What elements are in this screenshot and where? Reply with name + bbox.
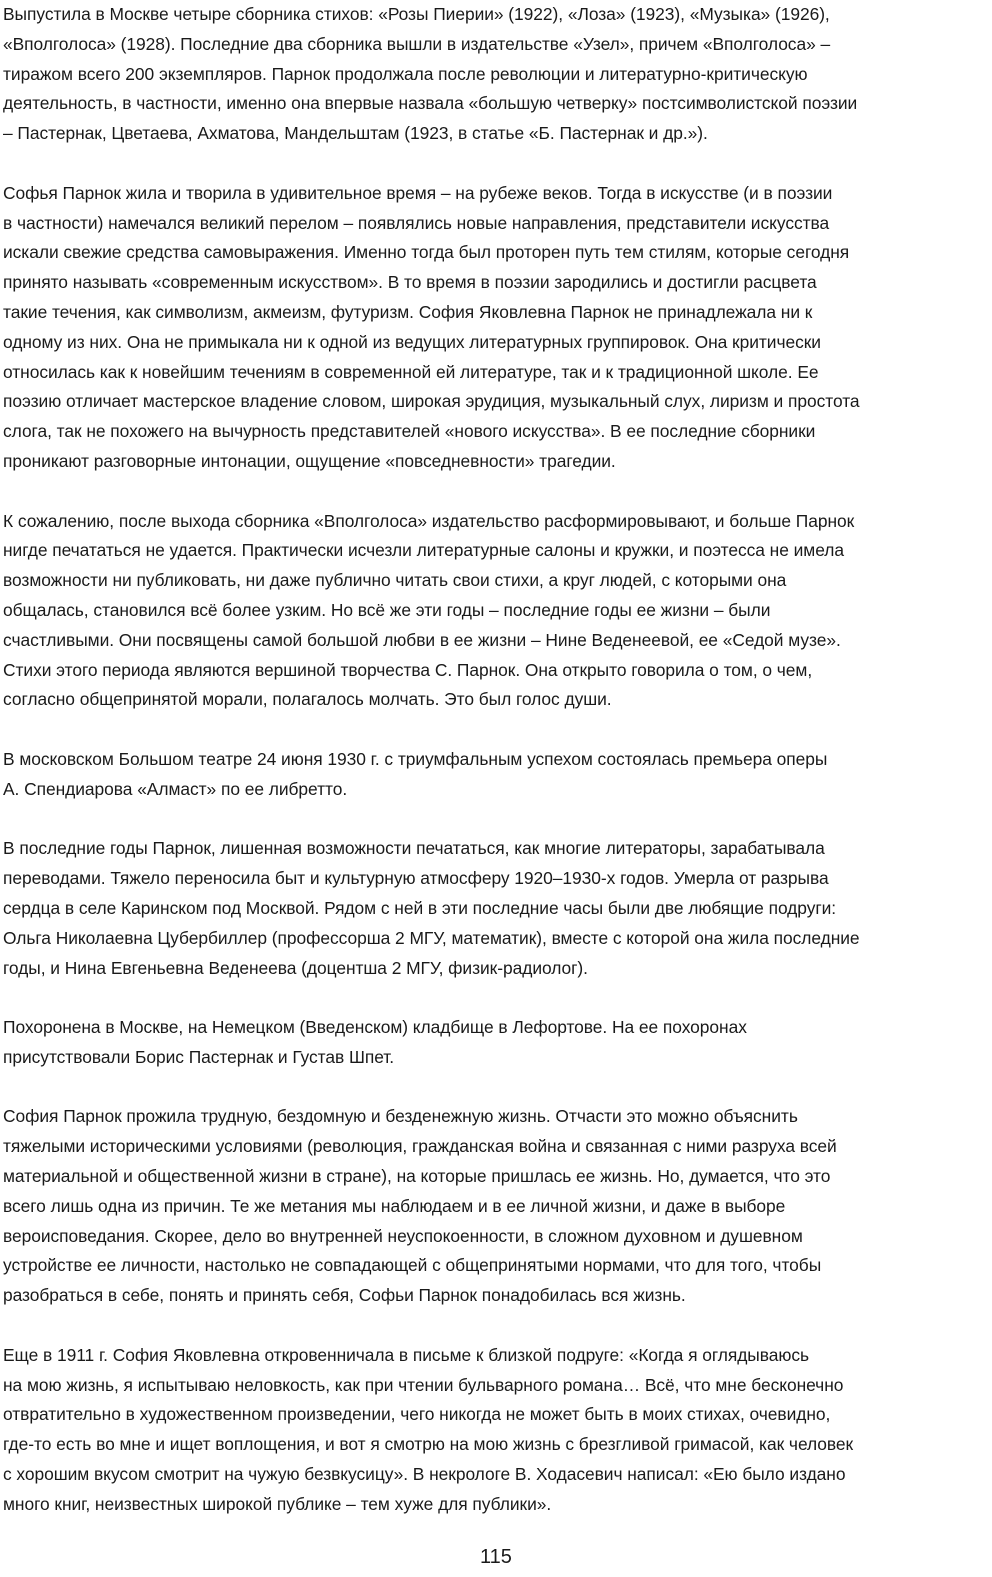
text-line: слога, так не похожего на вычурность представителей «нового искусства». В ее последние сборники — [3, 421, 816, 442]
text-line: В московском Большом театре 24 июня 1930 г. с триумфальным успехом состоялась премьера оперы — [3, 748, 828, 769]
text-line: вероисповедания. Скорее, дело во внутренней неуспокоенности, в сложном духовном и душевном — [3, 1225, 803, 1246]
text-line: общалась, становился всё более узким. Но всё же эти годы – последние годы ее жизни – были — [3, 599, 771, 620]
text-line: на мою жизнь, я испытываю неловкость, как при чтении бульварного романа… Всё, что мне бесконечно — [3, 1374, 844, 1395]
paragraph-collections — [3, 0, 987, 149]
text-line: поэзию отличает мастерское владение словом, широкая эрудиция, музыкальный слух, лиризм и простота — [3, 391, 860, 412]
text-line: А. Спендиарова «Алмаст» по ее либретто. — [3, 778, 348, 799]
text-line: тяжелыми историческими условиями (революция, гражданская война и связанная с ними разруха всей — [3, 1136, 837, 1157]
text-line: искали свежие средства самовыражения. Именно тогда был проторен путь тем стилям, которые сегодня — [3, 242, 850, 263]
text-line: переводами. Тяжело переносила быт и культурную атмосферу 1920–1930-х годов. Умерла от разрыва — [3, 868, 829, 889]
text-line: деятельность, в частности, именно она впервые назвала «большую четверку» постсимволистской поэзии — [3, 93, 858, 114]
text-line: всего лишь одна из причин. Те же метания мы наблюдаем и в ее личной жизни, и даже в выборе — [3, 1195, 786, 1216]
text-line: относилась как к новейшим течениям в современной ей литературе, так и к традиционной школе. Ее — [3, 361, 819, 382]
text-line: сердца в селе Каринском под Москвой. Рядом с ней в эти последние часы были две любящие подруги: — [3, 897, 837, 918]
text-line: В последние годы Парнок, лишенная возможности печататься, как многие литераторы, зарабатывала — [3, 838, 825, 859]
text-line: – Пастернак, Цветаева, Ахматова, Мандельштам (1923, в статье «Б. Пастернак и др.»). — [3, 123, 708, 144]
paragraph-gap — [3, 983, 987, 1013]
text-line: с хорошим вкусом смотрит на чужую безвкусицу». В некрологе В. Ходасевич написал: «Ею было издано — [3, 1464, 846, 1485]
text-line: проникают разговорные интонации, ощущение «повседневности» трагедии. — [3, 450, 616, 471]
text-line: возможности ни публиковать, ни даже публично читать свои стихи, а круг людей, с которыми она — [3, 570, 787, 591]
text-line: принято называть «современным искусством». В то время в поэзии зародились и достигли расцвета — [3, 272, 817, 293]
text-line: счастливыми. Они посвящены самой большой любви в ее жизни – Нине Веденеевой, ее «Седой музе». — [3, 629, 841, 650]
text-line: такие течения, как символизм, акмеизм, футуризм. София Яковлевна Парнок не принадлежала ни к — [3, 301, 813, 322]
page-body — [3, 0, 987, 1520]
text-line: материальной и общественной жизни в стране), на которые пришлась ее жизнь. Но, думается, что это — [3, 1166, 831, 1187]
text-line: согласно общепринятой морали, полагалось молчать. Это был голос души. — [3, 689, 612, 710]
text-line: в частности) намечался великий перелом – появлялись новые направления, представители искусства — [3, 212, 830, 233]
text-line: К сожалению, после выхода сборника «Вполголоса» издательство расформировывают, и больше Парнок — [3, 510, 855, 531]
paragraph-hard-life — [3, 1102, 987, 1311]
text-line: разобраться в себе, понять и принять себя, Софьи Парнок понадобилась вся жизнь. — [3, 1285, 686, 1306]
text-line: тиражом всего 200 экземпляров. Парнок продолжала после революции и литературно-критическую — [3, 63, 808, 84]
text-line: присутствовали Борис Пастернак и Густав Шпет. — [3, 1046, 395, 1067]
text-line: нигде печататься не удается. Практически исчезли литературные салоны и кружки, и поэтесса не имела — [3, 540, 844, 561]
page-number: 115 — [480, 1546, 512, 1568]
document-page — [3, 0, 987, 1520]
text-line: Выпустила в Москве четыре сборника стихов: «Розы Пиерии» (1922), «Лоза» (1923), «Музыка» (1926), — [3, 4, 830, 24]
paragraph-last-years — [3, 507, 987, 716]
paragraph-letter — [3, 1341, 987, 1520]
text-line: Еще в 1911 г. София Яковлевна откровенничала в письме к близкой подруге: «Когда я оглядываюсь — [3, 1344, 810, 1365]
text-line: годы, и Нина Евгеньевна Веденеева (доцентша 2 МГУ, физик-радиолог). — [3, 957, 588, 978]
text-line: устройстве ее личности, настолько не совпадающей с общепринятыми нормами, что для того, чтобы — [3, 1255, 822, 1276]
paragraph-gap — [3, 477, 987, 507]
paragraph-death — [3, 834, 987, 983]
text-line: Ольга Николаевна Цубербиллер (профессорша 2 МГУ, математик), вместе с которой она жила последние — [3, 927, 860, 948]
text-line: «Вполголоса» (1928). Последние два сборника вышли в издательстве «Узел», причем «Вполголоса» – — [3, 33, 831, 54]
paragraph-gap — [3, 805, 987, 835]
paragraph-era — [3, 179, 987, 477]
paragraph-gap — [3, 1311, 987, 1341]
text-line: Софья Парнок жила и творила в удивительное время – на рубеже веков. Тогда в искусстве (и в поэзии — [3, 182, 833, 203]
text-line: Похоронена в Москве, на Немецком (Введенском) кладбище в Лефортове. На ее похоронах — [3, 1017, 747, 1038]
paragraph-opera — [3, 745, 987, 805]
text-line: Стихи этого периода являются вершиной творчества С. Парнок. Она открыто говорила о том, о чем, — [3, 659, 813, 680]
text-line: много книг, неизвестных широкой публике – тем хуже для публики». — [3, 1493, 552, 1514]
text-line: София Парнок прожила трудную, бездомную и безденежную жизнь. Отчасти это можно объяснить — [3, 1106, 798, 1127]
paragraph-gap — [3, 715, 987, 745]
text-line: отвратительно в художественном произведении, чего никогда не может быть в моих стихах, очевидно, — [3, 1404, 831, 1425]
paragraph-burial — [3, 1013, 987, 1073]
paragraph-gap — [3, 1073, 987, 1103]
text-line: где-то есть во мне и ищет воплощения, и вот я смотрю на мою жизнь с брезгливой гримасой, как человек — [3, 1434, 854, 1455]
text-line: одному из них. Она не примыкала ни к одной из ведущих литературных группировок. Она критически — [3, 331, 821, 352]
paragraph-gap — [3, 149, 987, 179]
